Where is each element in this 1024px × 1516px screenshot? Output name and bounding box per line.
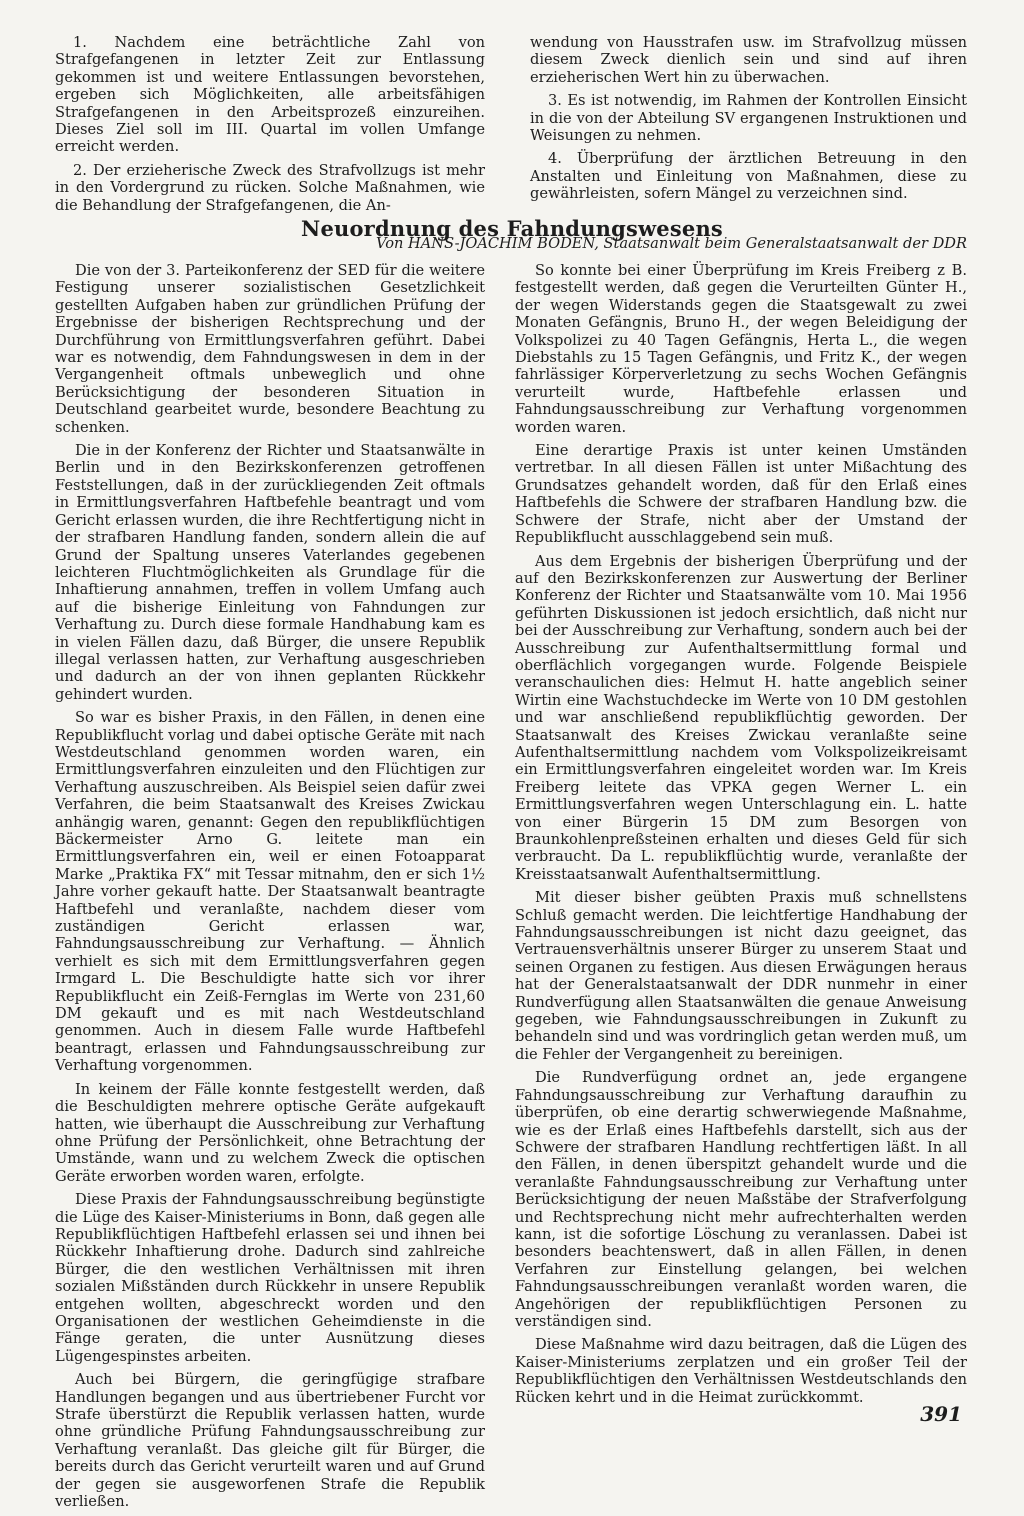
article-left-column — [55, 262, 485, 1516]
paragraph: In keinem der Fälle konnte festgestellt werden, daß die Beschuldigten mehrere optische Geräte aufgekauft hatten, wie überhaupt die Ausschreibung zur Verhaftung ohne Prüfung der Persönlichkeit, ohne Betrachtung der Umstände, wann und zu welchem Zweck die optischen Geräte erworben worden waren, erfolgte. — [55, 1080, 485, 1185]
list-item: 2. Der erzieherische Zweck des Strafvollzugs ist mehr in den Vordergrund zu rücken. Solche Maßnahmen, wie die Behandlung der Strafgefangenen, die An- — [55, 161, 485, 214]
list-item: 4. Überprüfung der ärztlichen Betreuung in den Anstalten und Einleitung von Maßnahmen, diese zu gewährleisten, sofern Mängel zu verzeichnen sind. — [530, 150, 967, 203]
paragraph: Die in der Konferenz der Richter und Staatsanwälte in Berlin und in den Bezirkskonferenzen getroffenen Feststellungen, daß in der zurückliegenden Zeit oftmals in Ermittlungsverfahren Haftbefehle beantragt und vom Gericht erlassen wurden, die ihre Rechtfertigung nicht in der strafbaren Handlung fanden, sondern allein die auf Grund der Spaltung unseres Vaterlandes gegebenen leichteren Fluchtmöglichkeiten als Grundlage für die Inhaftierung annahmen, treffen in vollem Umfang auch auf die bisherige Einleitung von Fahndungen zur Verhaftung zu. Durch diese formale Handhabung kam es in vielen Fällen dazu, daß Bürger, die unsere Republik illegal verlassen hatten, zur Verhaftung ausgeschrieben und dadurch an der von ihnen geplanten Rückkehr gehindert wurden. — [55, 442, 485, 703]
top-left-column — [55, 34, 485, 220]
paragraph: Auch bei Bürgern, die geringfügige strafbare Handlungen begangen und aus übertriebener Furcht vor Strafe überstürzt die Republik verlassen hatten, wurde ohne gründliche Prüfung Fahndungsausschreibung zur Verhaftung veranlaßt. Das gleiche gilt für Bürger, die bereits durch das Gericht verurteilt waren und auf Grund der gegen sie ausgeworfenen Strafe die Republik verließen. — [55, 1371, 485, 1511]
paragraph: Diese Praxis der Fahndungsausschreibung begünstigte die Lüge des Kaiser-Ministeriums in Bonn, daß gegen alle Republikflüchtigen Haftbefehl erlassen sei und ihnen bei Rückkehr Inhaftierung drohe. Dadurch sind zahlreiche Bürger, die den westlichen Verhältnissen mit ihren sozialen Mißständen durch Rückkehr in unsere Republik entgehen wollten, abgeschreckt worden und den Organisationen der westlichen Geheimdienste in die Fänge geraten, die unter Ausnützung dieses Lügengespinstes arbeiten. — [55, 1191, 485, 1365]
paragraph: Die Rundverfügung ordnet an, jede ergangene Fahndungsausschreibung zur Verhaftung daraufhin zu überprüfen, ob eine derartig schwerwiegende Maßnahme, wie es der Erlaß eines Haftbefehls darstellt, sich aus der Schwere der strafbaren Handlung rechtfertigen läßt. In all den Fällen, in denen überspitzt gehandelt wurde und die veranlaßte Fahndungsausschreibung zur Verhaftung unter Berücksichtigung der neuen Maßstäbe der Strafverfolgung und Rechtsprechung nicht mehr aufrechterhalten werden kann, ist die sofortige Löschung zu veranlassen. Dabei ist besonders beachtenswert, daß in allen Fällen, in denen Verfahren zur Einstellung gelangen, bei welchen Fahndungsausschreibungen veranlaßt worden waren, die Angehörigen der republikflüchtigen Personen zu verständigen sind. — [515, 1069, 967, 1330]
article-title: Neuordnung des Fahndungswesens — [301, 216, 723, 242]
paragraph: Aus dem Ergebnis der bisherigen Überprüfung und der auf den Bezirkskonferenzen zur Auswertung der Berliner Konferenz der Richter und Staatsanwälte vom 10. Mai 1956 geführten Diskussionen ist jedoch ersichtlich, daß nicht nur bei der Ausschreibung zur Verhaftung, sondern auch bei der Ausschreibung zur Aufenthaltsermittlung formal und oberflächlich vorgegangen wurde. Folgende Beispiele veranschaulichen dies: Helmut H. hatte angeblich seiner Wirtin eine Wachstuchdecke im Werte von 10 DM gestohlen und war anschließend republikflüchtig geworden. Der Staatsanwalt des Kreises Zwickau veranlaßte seine Aufenthaltsermittlung nachdem vom Volkspolizeikreisamt ein Ermittlungsverfahren eingeleitet worden war. Im Kreis Freiberg leitete das VPKA gegen Werner L. ein Ermittlungsverfahren wegen Unterschlagung ein. L. hatte von einer Bürgerin 15 DM zum Besorgen von Braunkohlenpreßsteinen erhalten und dieses Geld für sich verbraucht. Da L. republikflüchtig wurde, veranlaßte der Kreisstaatsanwalt Aufenthaltsermittlung. — [515, 552, 967, 883]
paragraph: Die von der 3. Parteikonferenz der SED für die weitere Festigung unserer sozialistischen Gesetzlichkeit gestellten Aufgaben haben zur gründlichen Prüfung der Ergebnisse der bisherigen Rechtsprechung und der Durchführung von Ermittlungsverfahren geführt. Dabei war es notwendig, dem Fahndungswesen in dem in der Vergangenheit oftmals unbeweglich und ohne Berücksichtigung der besonderen Situation in Deutschland gearbeitet wurde, besondere Beachtung zu schenken. — [55, 262, 485, 436]
paragraph: Mit dieser bisher geübten Praxis muß schnellstens Schluß gemacht werden. Die leichtfertige Handhabung der Fahndungsausschreibungen ist nicht dazu geeignet, das Vertrauensverhältnis unserer Bürger zu unserem Staat und seinen Organen zu festigen. Aus diesen Erwägungen heraus hat der Generalstaatsanwalt der DDR nunmehr in einer Rundverfügung allen Staatsanwälten die genaue Anweisung gegeben, wie Fahndungsausschreibungen in Zukunft zu behandeln sind und was vordringlich getan werden muß, um die Fehler der Vergangenheit zu bereinigen. — [515, 889, 967, 1063]
paragraph: Diese Maßnahme wird dazu beitragen, daß die Lügen des Kaiser-Ministeriums zerplatzen und ein großer Teil der Republikflüchtigen den Verhältnissen Westdeutschlands den Rücken kehrt und in die Heimat zurückkommt. — [515, 1336, 967, 1406]
article-right-column — [515, 262, 967, 1412]
list-item: 1. Nachdem eine beträchtliche Zahl von Strafgefangenen in letzter Zeit zur Entlassung gekommen ist und weitere Entlassungen bevorstehen, ergeben sich Möglichkeiten, alle arbeitsfähigen Strafgefangenen in den Arbeitsprozeß einzureihen. Dieses Ziel soll im III. Quartal im vollen Umfange erreicht werden. — [55, 34, 485, 156]
paragraph: Eine derartige Praxis ist unter keinen Umständen vertretbar. In all diesen Fällen ist unter Mißachtung des Grundsatzes gehandelt worden, daß für den Erlaß eines Haftbefehls die Schwere der strafbaren Handlung bzw. die Schwere der Strafe, nicht aber der Umstand der Republikflucht ausschlaggebend sein muß. — [515, 442, 967, 547]
page-number: 391 — [920, 1402, 962, 1426]
paragraph: So konnte bei einer Überprüfung im Kreis Freiberg z B. festgestellt werden, daß gegen die Verurteilten Günter H., der wegen Widerstands gegen die Staatsgewalt zu zwei Monaten Gefängnis, Bruno H., der wegen Beleidigung der Volkspolizei zu 40 Tagen Gefängnis, Herta L., die wegen Diebstahls zu 15 Tagen Gefängnis, und Fritz K., der wegen fahrlässiger Körperverletzung zu sechs Wochen Gefängnis verurteilt wurde, Haftbefehle erlassen und Fahndungsausschreibung zur Verhaftung vorgenommen worden waren. — [515, 262, 967, 436]
article-byline: Von HANS-JOACHIM BODEN, Staatsanwalt beim Generalstaatsanwalt der DDR — [376, 235, 967, 252]
paragraph: So war es bisher Praxis, in den Fällen, in denen eine Republikflucht vorlag und dabei optische Geräte mit nach Westdeutschland genommen worden waren, ein Ermittlungsverfahren einzuleiten und den Flüchtigen zur Verhaftung auszuschreiben. Als Beispiel seien dafür zwei Verfahren, die beim Staatsanwalt des Kreises Zwickau anhängig waren, genannt: Gegen den republikflüchtigen Bäckermeister Arno G. leitete man ein Ermittlungsverfahren ein, weil er einen Fotoapparat Marke „Praktika FX“ mit Tessar mitnahm, den er sich 1½ Jahre vorher gekauft hatte. Der Staatsanwalt beantragte Haftbefehl und veranlaßte, nachdem dieser vom zuständigen Gericht erlassen war, Fahndungsausschreibung zur Verhaftung. — Ähnlich verhielt es sich mit dem Ermittlungsverfahren gegen Irmgard L. Die Beschuldigte hatte sich vor ihrer Republikflucht ein Zeiß-Fernglas im Werte von 231,60 DM gekauft und es mit nach Westdeutschland genommen. Auch in diesem Falle wurde Haftbefehl beantragt, erlassen und Fahndungsausschreibung zur Verhaftung vorgenommen. — [55, 709, 485, 1075]
list-item: 3. Es ist notwendig, im Rahmen der Kontrollen Einsicht in die von der Abteilung SV ergangenen Instruktionen und Weisungen zu nehmen. — [530, 92, 967, 145]
top-right-column — [530, 34, 967, 209]
list-item-continuation: wendung von Hausstrafen usw. im Strafvollzug müssen diesem Zweck dienlich sein und sind auf ihren erzieherischen Wert hin zu überwachen. — [530, 34, 967, 86]
